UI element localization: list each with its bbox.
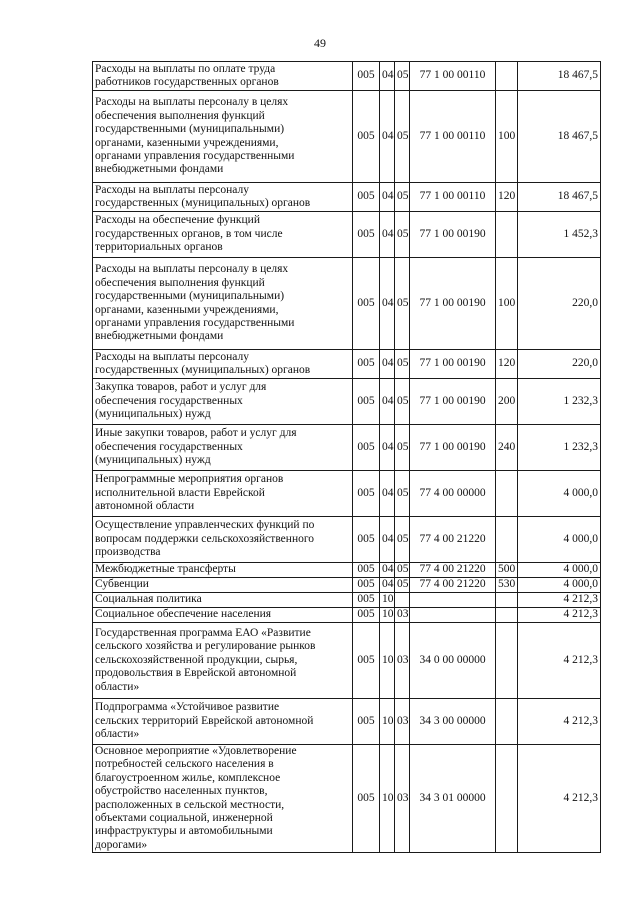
row-subsection-code: 05 [395, 517, 410, 563]
row-subsection-code: 05 [395, 425, 410, 471]
row-name: Социальная политика [93, 593, 353, 608]
row-ved-code: 005 [353, 745, 380, 853]
row-ved-code: 005 [353, 608, 380, 623]
row-target-article-code: 77 1 00 00190 [410, 379, 496, 425]
row-target-article-code: 77 4 00 21220 [410, 563, 496, 578]
row-expense-type-code: 120 [496, 350, 518, 379]
row-expense-type-code [496, 517, 518, 563]
budget-table-body [93, 62, 601, 853]
row-section-code: 04 [380, 379, 395, 425]
row-expense-type-code [496, 62, 518, 91]
row-ved-code: 005 [353, 379, 380, 425]
row-ved-code: 005 [353, 623, 380, 699]
table-row [93, 578, 601, 593]
table-row [93, 593, 601, 608]
budget-table [92, 61, 601, 853]
row-name: Основное мероприятие «Удовлетворение потребностей сельского населения в благоустроенном жилье, комплексное обустройство населенных пунктов, расположенных в сельской местности, объектами социальной, инженерной инфраструктуры и автомобильными дорогами» [93, 745, 353, 853]
row-expense-type-code: 500 [496, 563, 518, 578]
row-amount: 4 000,0 [518, 578, 601, 593]
row-subsection-code: 05 [395, 578, 410, 593]
row-target-article-code: 77 1 00 00110 [410, 183, 496, 212]
row-expense-type-code [496, 212, 518, 258]
row-ved-code: 005 [353, 563, 380, 578]
row-subsection-code: 05 [395, 62, 410, 91]
row-subsection-code: 05 [395, 563, 410, 578]
row-section-code: 04 [380, 91, 395, 183]
row-section-code: 04 [380, 517, 395, 563]
row-subsection-code: 03 [395, 608, 410, 623]
row-ved-code: 005 [353, 471, 380, 517]
row-amount: 18 467,5 [518, 62, 601, 91]
table-row [93, 471, 601, 517]
row-amount: 4 212,3 [518, 593, 601, 608]
row-section-code: 04 [380, 62, 395, 91]
row-expense-type-code [496, 593, 518, 608]
row-name: Расходы на выплаты персоналу государственных (муниципальных) органов [93, 350, 353, 379]
page-number: 49 [314, 36, 326, 50]
row-amount: 220,0 [518, 350, 601, 379]
row-amount: 4 212,3 [518, 623, 601, 699]
row-expense-type-code: 530 [496, 578, 518, 593]
row-name: Расходы на выплаты персоналу в целях обеспечения выполнения функций государственными (муниципальными) органами, казенными учреждениями, органами управления государственными внебюджетными фондами [93, 258, 353, 350]
table-row [93, 608, 601, 623]
row-name: Закупка товаров, работ и услуг для обеспечения государственных (муниципальных) нужд [93, 379, 353, 425]
row-ved-code: 005 [353, 517, 380, 563]
table-row [93, 350, 601, 379]
row-ved-code: 005 [353, 350, 380, 379]
row-amount: 1 232,3 [518, 425, 601, 471]
row-subsection-code: 05 [395, 258, 410, 350]
row-amount: 4 000,0 [518, 517, 601, 563]
row-target-article-code [410, 608, 496, 623]
row-target-article-code: 77 1 00 00190 [410, 212, 496, 258]
row-section-code: 04 [380, 578, 395, 593]
row-target-article-code: 77 4 00 21220 [410, 578, 496, 593]
row-subsection-code [395, 593, 410, 608]
row-section-code: 04 [380, 471, 395, 517]
row-expense-type-code [496, 623, 518, 699]
row-target-article-code [410, 593, 496, 608]
table-row [93, 563, 601, 578]
row-section-code: 04 [380, 563, 395, 578]
row-expense-type-code [496, 608, 518, 623]
row-subsection-code: 05 [395, 91, 410, 183]
row-subsection-code: 03 [395, 699, 410, 745]
row-section-code: 04 [380, 183, 395, 212]
row-expense-type-code: 240 [496, 425, 518, 471]
row-subsection-code: 05 [395, 379, 410, 425]
row-section-code: 04 [380, 258, 395, 350]
row-ved-code: 005 [353, 593, 380, 608]
row-subsection-code: 03 [395, 745, 410, 853]
row-amount: 1 452,3 [518, 212, 601, 258]
table-row [93, 745, 601, 853]
row-name: Осуществление управленческих функций по вопросам поддержки сельскохозяйственного производства [93, 517, 353, 563]
row-subsection-code: 05 [395, 212, 410, 258]
row-target-article-code: 77 1 00 00190 [410, 350, 496, 379]
row-section-code: 10 [380, 699, 395, 745]
row-target-article-code: 34 3 00 00000 [410, 699, 496, 745]
table-row [93, 258, 601, 350]
row-section-code: 04 [380, 425, 395, 471]
row-amount: 18 467,5 [518, 183, 601, 212]
row-ved-code: 005 [353, 699, 380, 745]
row-amount: 4 000,0 [518, 563, 601, 578]
row-amount: 4 212,3 [518, 745, 601, 853]
row-target-article-code: 34 3 01 00000 [410, 745, 496, 853]
row-name: Расходы на обеспечение функций государственных органов, в том числе территориальных органов [93, 212, 353, 258]
row-expense-type-code [496, 745, 518, 853]
row-name: Социальное обеспечение населения [93, 608, 353, 623]
row-subsection-code: 05 [395, 471, 410, 517]
row-target-article-code: 77 1 00 00190 [410, 425, 496, 471]
row-name: Государственная программа ЕАО «Развитие сельского хозяйства и регулирование рынков сельскохозяйственной продукции, сырья, продовольствия в Еврейской автономной области» [93, 623, 353, 699]
row-ved-code: 005 [353, 183, 380, 212]
row-name: Непрограммные мероприятия органов исполнительной власти Еврейской автономной области [93, 471, 353, 517]
row-section-code: 10 [380, 593, 395, 608]
row-name: Иные закупки товаров, работ и услуг для обеспечения государственных (муниципальных) нужд [93, 425, 353, 471]
row-target-article-code: 34 0 00 00000 [410, 623, 496, 699]
table-row [93, 379, 601, 425]
row-section-code: 04 [380, 212, 395, 258]
row-expense-type-code: 100 [496, 258, 518, 350]
row-amount: 4 212,3 [518, 608, 601, 623]
row-ved-code: 005 [353, 212, 380, 258]
table-row [93, 62, 601, 91]
row-ved-code: 005 [353, 62, 380, 91]
row-name: Расходы на выплаты по оплате труда работников государственных органов [93, 62, 353, 91]
row-expense-type-code [496, 471, 518, 517]
row-ved-code: 005 [353, 258, 380, 350]
table-row [93, 623, 601, 699]
row-expense-type-code: 200 [496, 379, 518, 425]
row-section-code: 10 [380, 745, 395, 853]
row-amount: 4 212,3 [518, 699, 601, 745]
table-row [93, 425, 601, 471]
row-ved-code: 005 [353, 425, 380, 471]
row-name: Межбюджетные трансферты [93, 563, 353, 578]
row-subsection-code: 05 [395, 350, 410, 379]
row-subsection-code: 03 [395, 623, 410, 699]
row-section-code: 04 [380, 350, 395, 379]
row-section-code: 10 [380, 623, 395, 699]
row-amount: 1 232,3 [518, 379, 601, 425]
row-ved-code: 005 [353, 578, 380, 593]
row-subsection-code: 05 [395, 183, 410, 212]
row-amount: 220,0 [518, 258, 601, 350]
row-name: Расходы на выплаты персоналу государственных (муниципальных) органов [93, 183, 353, 212]
row-expense-type-code: 100 [496, 91, 518, 183]
row-expense-type-code [496, 699, 518, 745]
row-name: Субвенции [93, 578, 353, 593]
table-row [93, 91, 601, 183]
row-name: Подпрограмма «Устойчивое развитие сельских территорий Еврейской автономной области» [93, 699, 353, 745]
row-target-article-code: 77 4 00 21220 [410, 517, 496, 563]
row-section-code: 10 [380, 608, 395, 623]
row-amount: 4 000,0 [518, 471, 601, 517]
row-ved-code: 005 [353, 91, 380, 183]
row-target-article-code: 77 1 00 00110 [410, 91, 496, 183]
row-target-article-code: 77 1 00 00190 [410, 258, 496, 350]
row-target-article-code: 77 4 00 00000 [410, 471, 496, 517]
table-row [93, 183, 601, 212]
table-row [93, 517, 601, 563]
table-row [93, 699, 601, 745]
row-expense-type-code: 120 [496, 183, 518, 212]
row-amount: 18 467,5 [518, 91, 601, 183]
row-target-article-code: 77 1 00 00110 [410, 62, 496, 91]
table-row [93, 212, 601, 258]
row-name: Расходы на выплаты персоналу в целях обеспечения выполнения функций государственными (муниципальными) органами, казенными учреждениями, органами управления государственными внебюджетными фондами [93, 91, 353, 183]
